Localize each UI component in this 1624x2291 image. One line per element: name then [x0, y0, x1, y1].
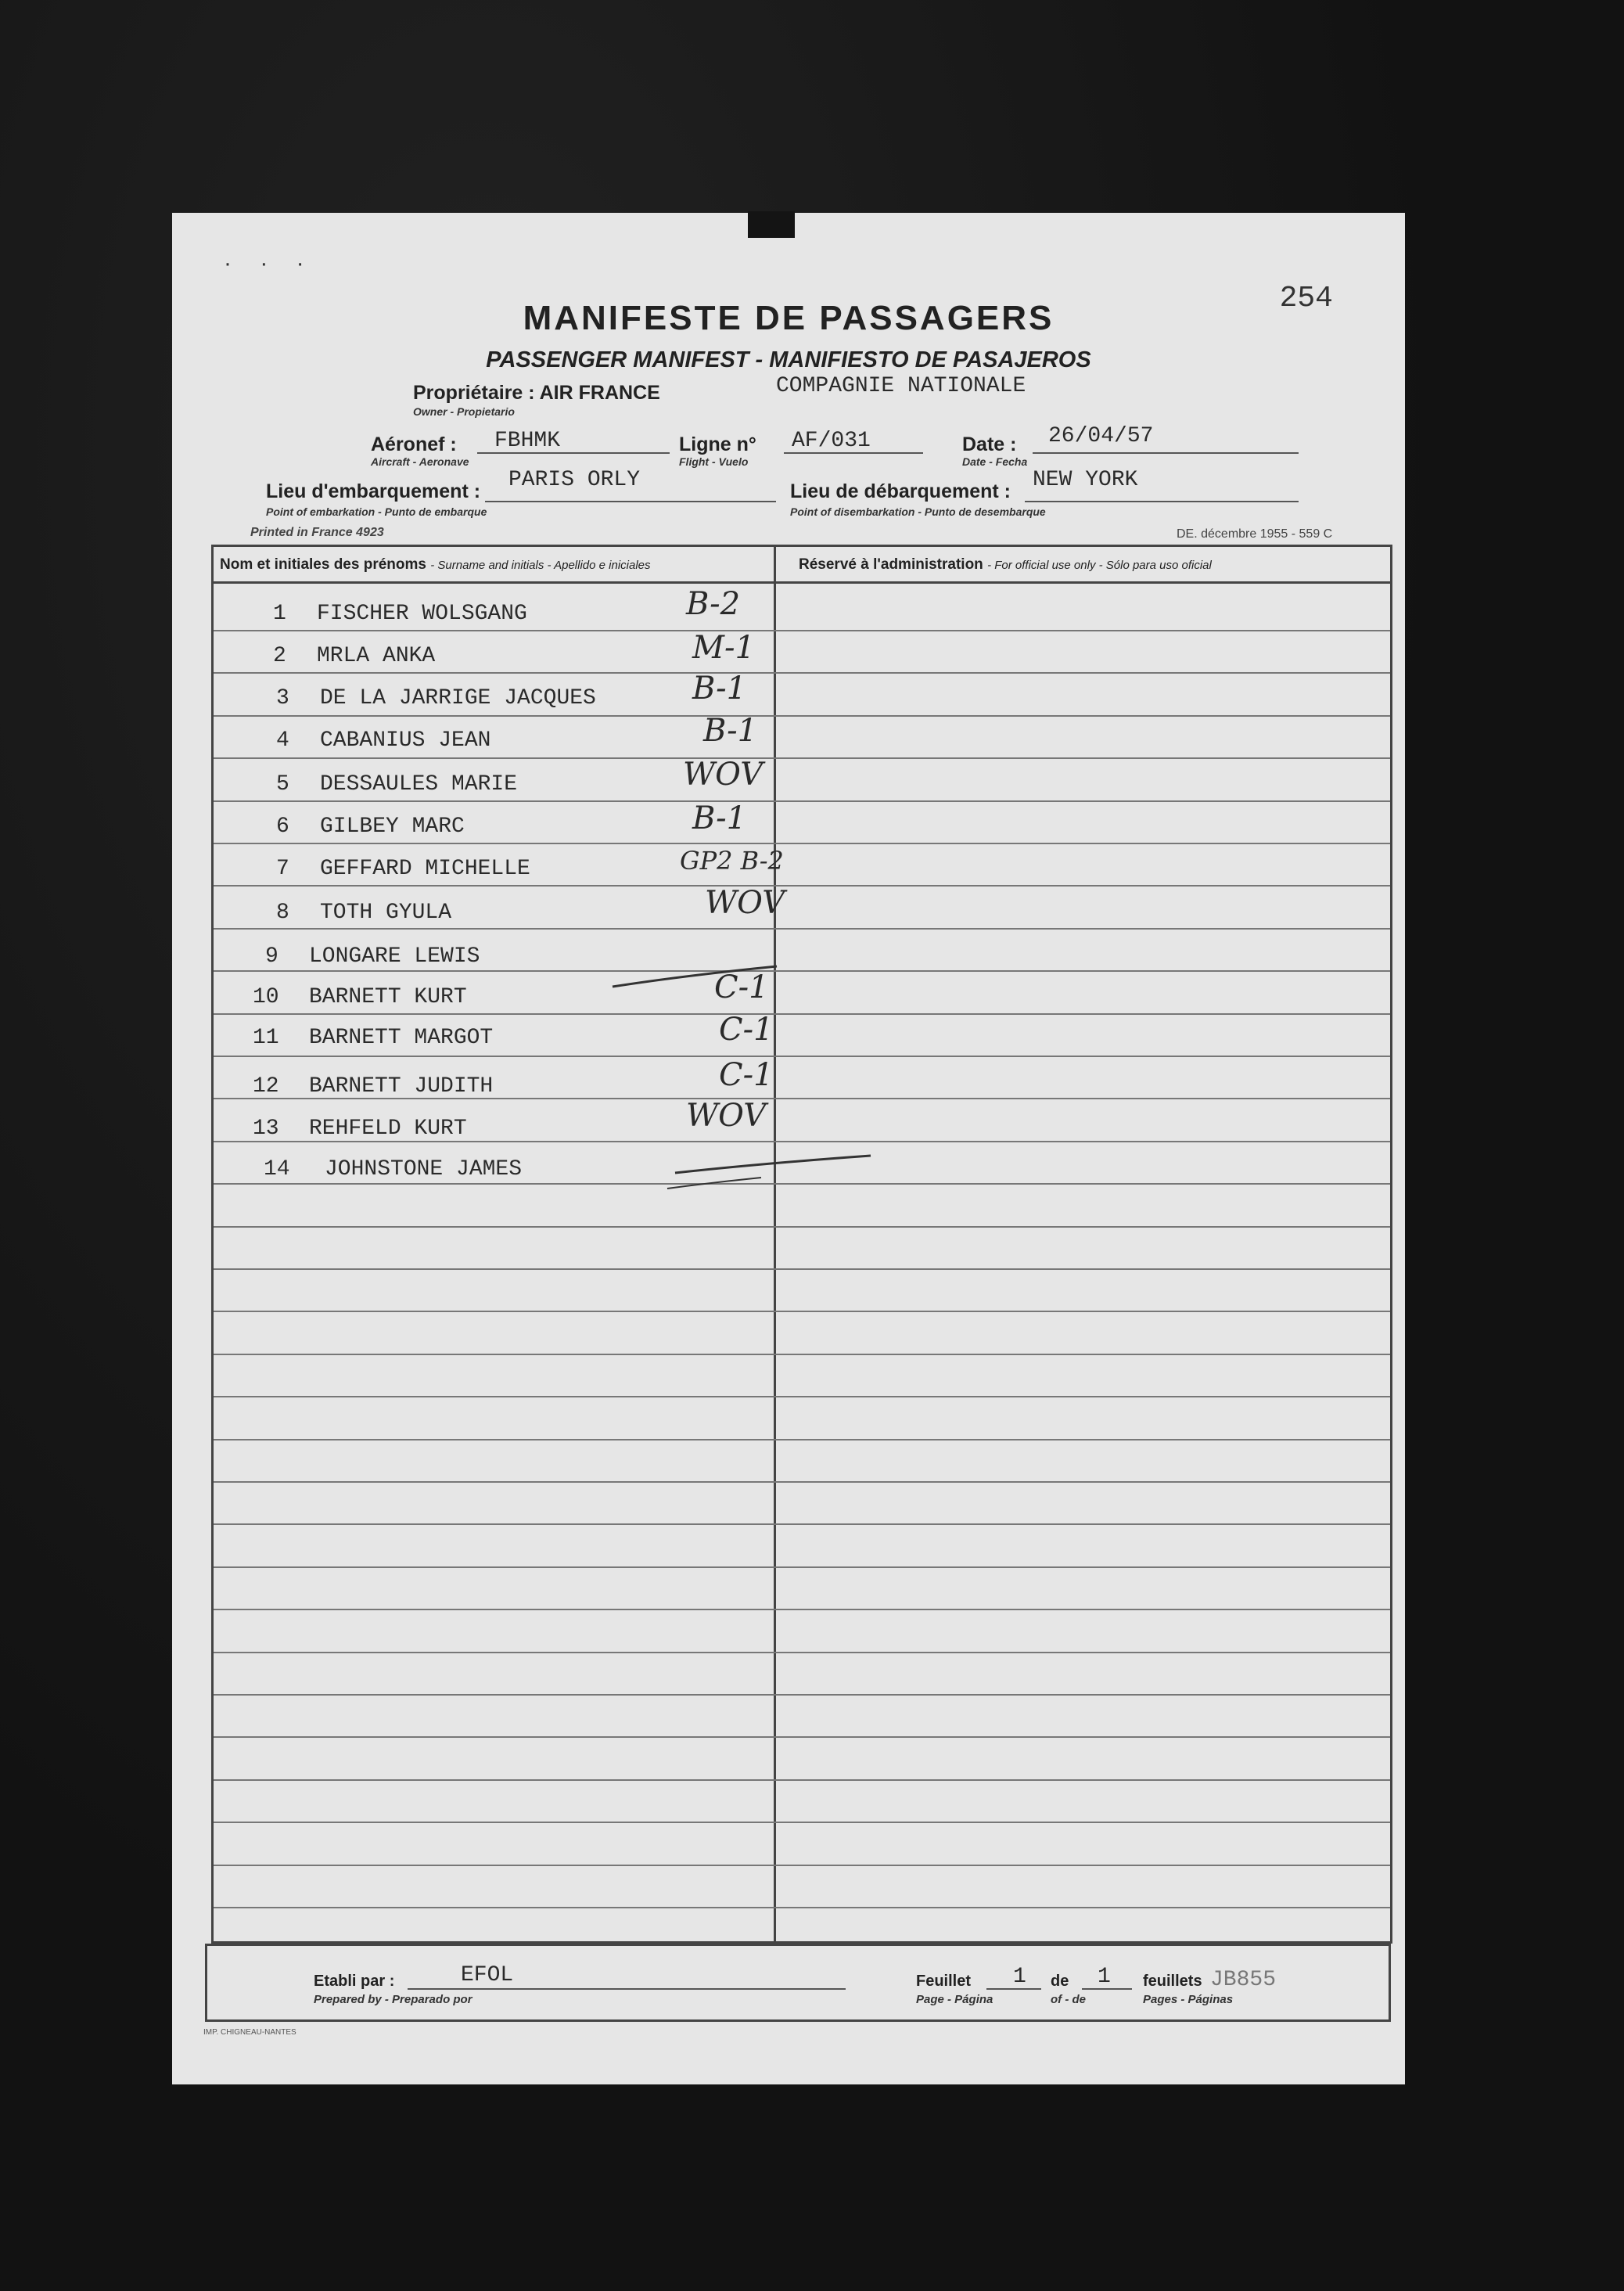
date-sublabel: Date - Fecha: [962, 455, 1028, 468]
admin-annotation: C-1: [714, 969, 769, 1005]
of-sublabel: of - de: [1051, 1993, 1086, 2006]
disembarkation-label: Lieu de débarquement :: [790, 480, 1011, 502]
row-number: 12: [253, 1074, 279, 1099]
admin-annotation: B-1: [692, 671, 747, 707]
table-rule: [214, 1268, 1390, 1270]
table-rule: [214, 1354, 1390, 1355]
of-label: de: [1051, 1973, 1069, 1990]
date-underline: [1033, 452, 1299, 454]
table-rule: [214, 1779, 1390, 1781]
col-header-admin-sub: - For official use only - Sólo para uso oficial: [987, 559, 1212, 572]
embarkation-value: PARIS ORLY: [508, 468, 641, 492]
admin-annotation: M-1: [692, 630, 755, 666]
row-number: 5: [276, 772, 289, 797]
handwritten-strokes: [214, 547, 1390, 1251]
prepared-by-underline: [408, 1988, 846, 1990]
passenger-table: [211, 545, 1392, 1944]
row-number: 6: [276, 815, 289, 839]
printed-in: Printed in France 4923: [250, 526, 384, 539]
embarkation-sublabel: Point of embarkation - Punto de embarque: [266, 505, 487, 518]
flight-underline: [784, 452, 923, 454]
reference-code: JB855: [1210, 1968, 1277, 1992]
flight-sublabel: Flight - Vuelo: [679, 455, 749, 468]
sheets-sublabel: Pages - Páginas: [1143, 1993, 1234, 2006]
sheet-label: Feuillet: [916, 1973, 972, 1990]
admin-annotation: WOV: [705, 885, 785, 921]
row-number: 10: [253, 985, 279, 1009]
row-number: 14: [264, 1157, 290, 1181]
table-rule: [214, 1311, 1390, 1312]
table-rule: [214, 1566, 1390, 1568]
passenger-name: DESSAULES MARIE: [320, 772, 518, 797]
date-label: Date :: [962, 433, 1017, 455]
row-number: 3: [276, 686, 289, 710]
admin-annotation: WOV: [686, 1098, 767, 1134]
sheet-sublabel: Page - Página: [916, 1993, 993, 2006]
form-title: MANIFESTE DE PASSAGERS: [523, 299, 1055, 337]
owner-sublabel: Owner - Propietario: [413, 405, 515, 418]
manifest-sheet: [172, 213, 1405, 2084]
staple-notch: [748, 211, 795, 238]
owner-label: Propriétaire : AIR FRANCE: [413, 382, 660, 404]
row-number: 13: [253, 1117, 279, 1141]
passenger-name: BARNETT KURT: [309, 985, 467, 1009]
owner-value: COMPAGNIE NATIONALE: [776, 374, 1026, 398]
table-rule: [214, 1396, 1390, 1397]
disembarkation-sublabel: Point of disembarkation - Punto de desembarque: [790, 505, 1046, 518]
table-rule: [214, 1907, 1390, 1908]
admin-annotation: C-1: [719, 1057, 774, 1093]
row-number: 7: [276, 857, 289, 881]
passenger-name: MRLA ANKA: [317, 644, 436, 668]
passenger-name: CABANIUS JEAN: [320, 728, 491, 753]
prepared-by-sublabel: Prepared by - Preparado por: [314, 1993, 472, 2006]
table-rule: [214, 1652, 1390, 1653]
admin-annotation: B-1: [703, 713, 758, 749]
of-underline: [1082, 1988, 1132, 1990]
col-header-names-label: Nom et initiales des prénoms: [220, 556, 426, 573]
corner-marks: · · ·: [224, 250, 315, 276]
table-rule: [214, 1439, 1390, 1440]
passenger-name: TOTH GYULA: [320, 901, 452, 925]
page-number: 254: [1279, 282, 1333, 315]
sheet-underline: [986, 1988, 1041, 1990]
admin-annotation: GP2 B-2: [680, 846, 784, 876]
date-value: 26/04/57: [1048, 424, 1154, 448]
disembarkation-value: NEW YORK: [1033, 468, 1138, 492]
passenger-name: BARNETT JUDITH: [309, 1074, 494, 1099]
flight-label: Ligne n°: [679, 433, 756, 455]
aircraft-sublabel: Aircraft - Aeronave: [371, 455, 469, 468]
table-rule: [214, 1694, 1390, 1696]
row-number: 11: [253, 1026, 279, 1050]
embarkation-label: Lieu d'embarquement :: [266, 480, 481, 502]
row-number: 8: [276, 901, 289, 925]
aircraft-label: Aéronef :: [371, 433, 457, 455]
of-value: 1: [1098, 1965, 1111, 1989]
passenger-name: BARNETT MARGOT: [309, 1026, 494, 1050]
sheets-label: feuillets: [1143, 1973, 1202, 1990]
row-number: 2: [273, 644, 286, 668]
passenger-name: DE LA JARRIGE JACQUES: [320, 686, 596, 710]
row-number: 9: [265, 944, 278, 969]
table-rule: [214, 1865, 1390, 1866]
passenger-name: GILBEY MARC: [320, 815, 465, 839]
embarkation-underline: [485, 501, 776, 502]
row-number: 4: [276, 728, 289, 753]
sheet-value: 1: [1013, 1965, 1026, 1989]
admin-annotation: C-1: [719, 1012, 774, 1048]
col-header-names-sub: - Surname and initials - Apellido e iniciales: [430, 559, 651, 572]
aircraft-underline: [477, 452, 670, 454]
passenger-name: FISCHER WOLSGANG: [317, 602, 527, 626]
prepared-by-value: EFOL: [461, 1963, 514, 1987]
form-code: DE. décembre 1955 - 559 C: [1177, 527, 1333, 541]
table-rule: [214, 1822, 1390, 1823]
row-number: 1: [273, 602, 286, 626]
footer-box: [205, 1944, 1391, 2022]
admin-annotation: B-1: [692, 800, 747, 836]
form-subtitle: PASSENGER MANIFEST - MANIFIESTO DE PASAJEROS: [486, 347, 1091, 372]
table-rule: [214, 1523, 1390, 1525]
passenger-name: LONGARE LEWIS: [309, 944, 480, 969]
aircraft-value: FBHMK: [494, 429, 561, 453]
passenger-name: JOHNSTONE JAMES: [325, 1157, 523, 1181]
passenger-name: GEFFARD MICHELLE: [320, 857, 530, 881]
passenger-name: REHFELD KURT: [309, 1117, 467, 1141]
admin-annotation: B-2: [686, 586, 741, 622]
col-header-admin-label: Réservé à l'administration: [799, 556, 983, 573]
table-rule: [214, 1609, 1390, 1610]
imprint: IMP. CHIGNEAU-NANTES: [203, 2028, 296, 2037]
disembarkation-underline: [1025, 501, 1299, 502]
prepared-by-label: Etabli par :: [314, 1973, 395, 1990]
flight-value: AF/031: [792, 429, 871, 453]
table-rule: [214, 1736, 1390, 1738]
table-rule: [214, 1481, 1390, 1483]
admin-annotation: WOV: [683, 757, 763, 793]
